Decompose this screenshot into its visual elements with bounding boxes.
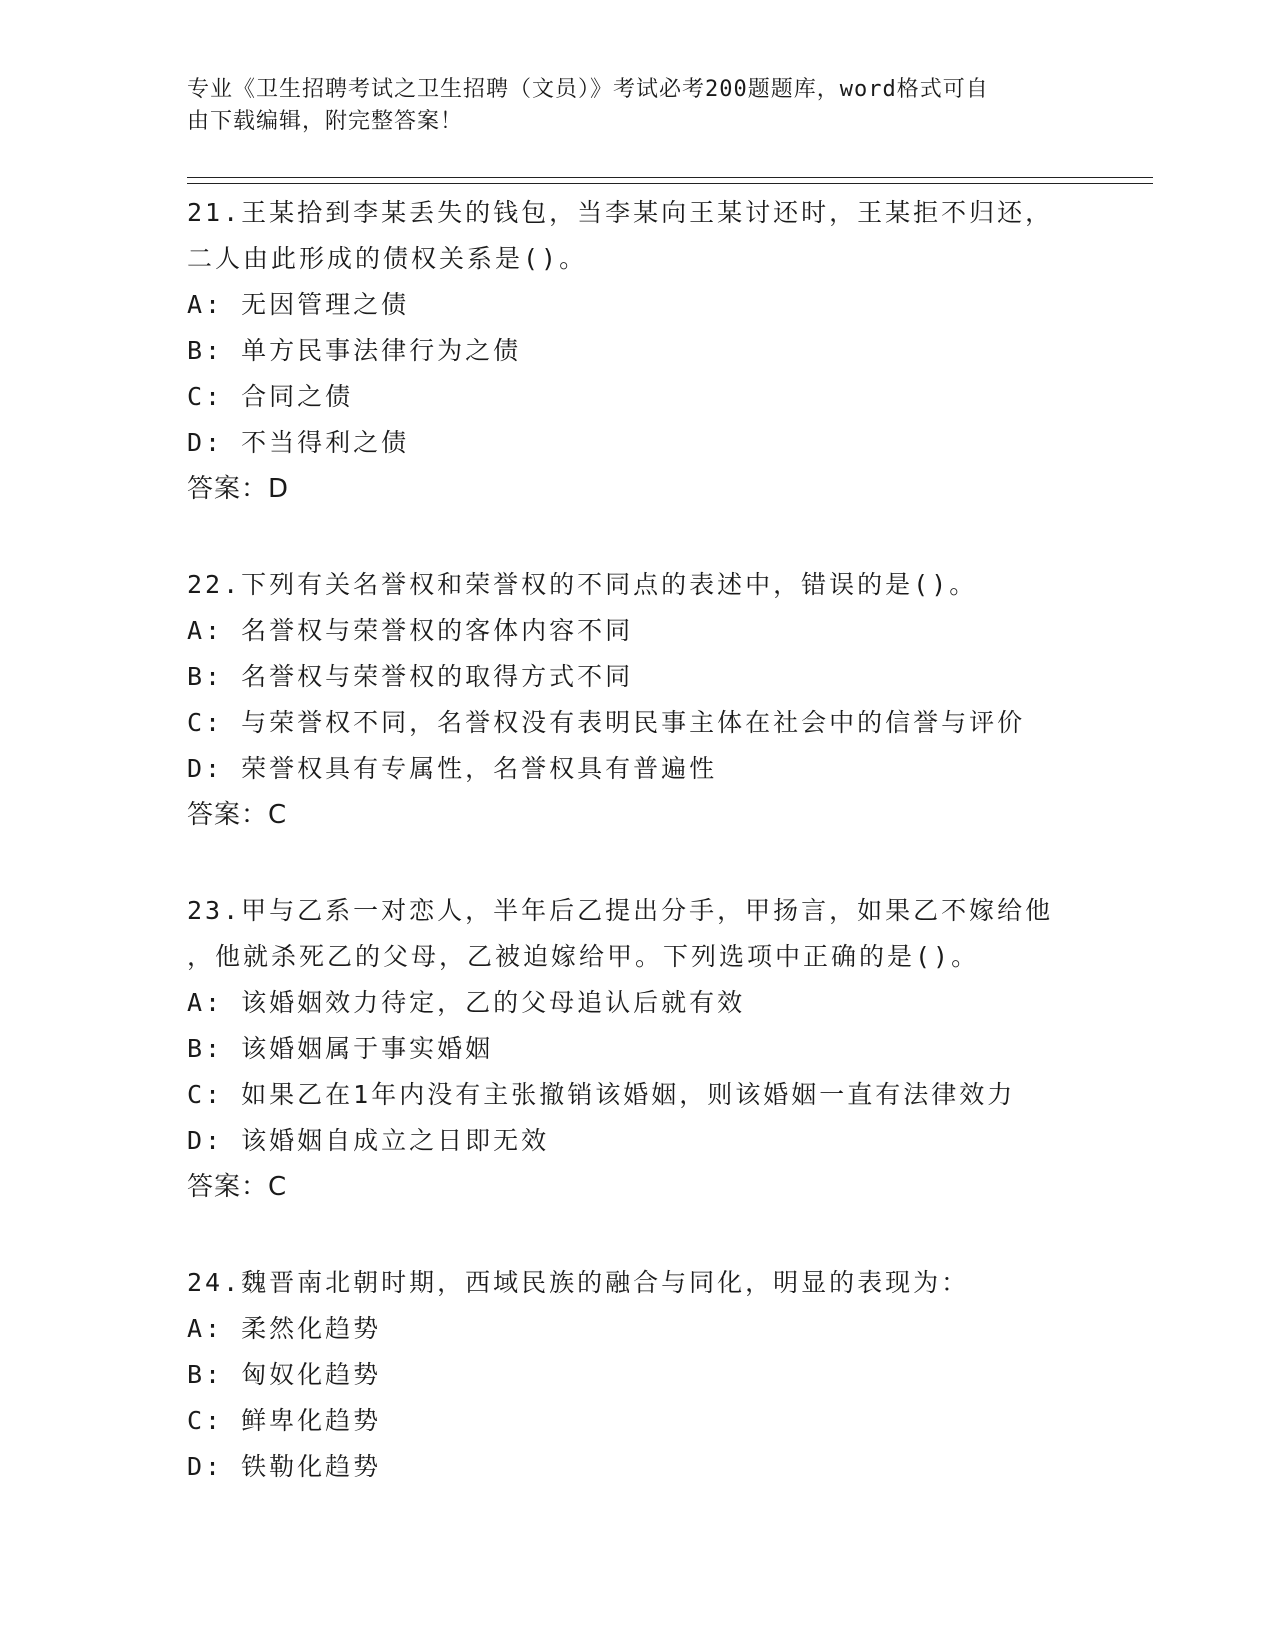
question-24 [187, 1260, 1127, 1490]
header-divider-top [187, 177, 1153, 178]
answer-line: 答案：D [187, 474, 290, 504]
option-b: B: 单方民事法律行为之债 [187, 336, 522, 365]
question-23 [187, 888, 1127, 1210]
document-header [187, 74, 1067, 138]
option-a: A: 该婚姻效力待定，乙的父母追认后就有效 [187, 988, 746, 1017]
question-list [187, 190, 1127, 1540]
header-divider-bottom [187, 183, 1153, 184]
option-c: C: 合同之债 [187, 382, 354, 411]
option-b: B: 匈奴化趋势 [187, 1360, 382, 1389]
option-d: D: 该婚姻自成立之日即无效 [187, 1126, 550, 1155]
option-d: D: 铁勒化趋势 [187, 1452, 382, 1481]
option-c: C: 鲜卑化趋势 [187, 1406, 382, 1435]
option-d: D: 不当得利之债 [187, 428, 410, 457]
option-b: B: 名誉权与荣誉权的取得方式不同 [187, 662, 634, 691]
option-b: B: 该婚姻属于事实婚姻 [187, 1034, 494, 1063]
question-stem-line-2: ，他就杀死乙的父母，乙被迫嫁给甲。下列选项中正确的是()。 [187, 942, 980, 971]
question-stem-line-1: 23.甲与乙系一对恋人，半年后乙提出分手，甲扬言，如果乙不嫁给他 [187, 896, 1054, 925]
question-stem-line-1: 24.魏晋南北朝时期，西域民族的融合与同化，明显的表现为： [187, 1268, 970, 1297]
answer-line: 答案：C [187, 800, 288, 830]
option-c: C: 与荣誉权不同，名誉权没有表明民事主体在社会中的信誉与评价 [187, 708, 1026, 737]
answer-line: 答案：C [187, 1172, 288, 1202]
question-22 [187, 562, 1127, 838]
question-stem-line-1: 22.下列有关名誉权和荣誉权的不同点的表述中，错误的是()。 [187, 570, 978, 599]
header-line-2: 由下载编辑，附完整答案！ [187, 109, 464, 134]
option-d: D: 荣誉权具有专属性，名誉权具有普遍性 [187, 754, 718, 783]
option-a: A: 名誉权与荣誉权的客体内容不同 [187, 616, 634, 645]
question-stem-line-2: 二人由此形成的债权关系是()。 [187, 244, 588, 273]
question-stem-line-1: 21.王某拾到李某丢失的钱包，当李某向王某讨还时，王某拒不归还， [187, 198, 1054, 227]
option-a: A: 无因管理之债 [187, 290, 410, 319]
option-a: A: 柔然化趋势 [187, 1314, 382, 1343]
option-c: C: 如果乙在1年内没有主张撤销该婚姻，则该婚姻一直有法律效力 [187, 1080, 1016, 1109]
header-line-1: 专业《卫生招聘考试之卫生招聘（文员）》考试必考200题题库，word格式可自 [187, 77, 989, 102]
question-21 [187, 190, 1127, 512]
